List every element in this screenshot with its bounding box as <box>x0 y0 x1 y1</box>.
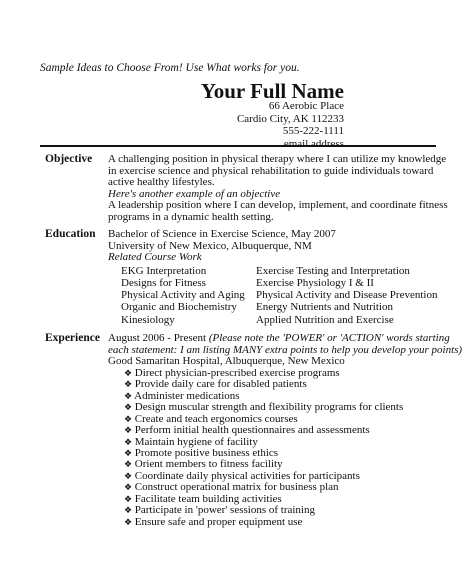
full-name-heading: Your Full Name <box>200 79 344 103</box>
power-words-note: (Please note the 'POWER' or 'ACTION' words starting <box>208 332 450 344</box>
diamond-bullet-icon: ❖ <box>124 470 133 481</box>
address-line: 66 Aerobic Place <box>268 100 344 112</box>
duty-text: Participate in 'power' sessions of training <box>134 504 315 517</box>
course-item: Kinesiology <box>121 313 175 326</box>
diamond-bullet-icon: ❖ <box>124 402 133 413</box>
duty-text: Ensure safe and proper equipment use <box>134 515 303 528</box>
objective-example-note: Here's another example of an objective <box>108 187 281 200</box>
city-line: Cardio City, AK 112233 <box>236 112 344 125</box>
intro-note: Sample Ideas to Choose From! Use What works for you. <box>40 62 300 74</box>
employer-line: Good Samaritan Hospital, Albuquerque, New Mexico <box>108 355 345 368</box>
email-line: email address <box>283 137 344 150</box>
duty-text: Design muscular strength and flexibility programs for clients <box>134 401 404 414</box>
duty-text: Orient members to fitness facility <box>134 458 283 471</box>
diamond-bullet-icon: ❖ <box>124 493 133 504</box>
objective-section <box>108 154 448 224</box>
objective-label: Objective <box>45 153 93 165</box>
experience-label: Experience <box>45 332 100 344</box>
job-dates: August 2006 - Present <box>108 332 207 344</box>
coursework-list <box>121 265 448 326</box>
diamond-bullet-icon: ❖ <box>124 413 133 424</box>
list-item <box>124 517 448 528</box>
coursework-heading: Related Course Work <box>108 251 202 264</box>
diamond-bullet-icon: ❖ <box>124 425 133 436</box>
objective-text-1: A challenging position in physical therapy where I can utilize my knowledge in exercise science and physical rehabilitation to guide individuals toward active healthy lifestyles. <box>108 153 447 189</box>
duty-text: Coordinate daily physical activities for participants <box>134 469 360 482</box>
course-item: Organic and Biochemistry <box>121 301 237 314</box>
course-item: Physical Activity and Disease Prevention <box>256 289 438 302</box>
course-item: Applied Nutrition and Exercise <box>256 313 394 326</box>
course-item: EKG Interpretation <box>121 264 207 277</box>
duties-list <box>108 368 448 528</box>
course-item: Physical Activity and Aging <box>121 289 245 302</box>
education-section <box>108 229 448 326</box>
power-words-note-cont: each statement: I am listing MANY extra points to help you develop your points) <box>108 343 463 356</box>
phone-line: 555-222-1111 <box>282 125 344 138</box>
diamond-bullet-icon: ❖ <box>124 390 133 401</box>
duty-text: Provide daily care for disabled patients <box>134 378 307 391</box>
diamond-bullet-icon: ❖ <box>124 459 133 470</box>
diamond-bullet-icon: ❖ <box>124 447 133 458</box>
duty-text: Facilitate team building activities <box>134 492 282 505</box>
duty-text: Direct physician-prescribed exercise programs <box>134 366 340 379</box>
course-item: Exercise Physiology I & II <box>256 276 374 289</box>
duty-text: Maintain hygiene of facility <box>134 435 258 448</box>
degree-line: Bachelor of Science in Exercise Science, May 2007 <box>108 228 336 240</box>
duty-text: Construct operational matrix for business plan <box>134 481 339 494</box>
header-divider <box>40 145 436 147</box>
school-line: University of New Mexico, Albuquerque, NM <box>108 239 312 252</box>
diamond-bullet-icon: ❖ <box>124 367 133 378</box>
experience-section <box>108 332 463 528</box>
contact-block <box>237 100 344 150</box>
duty-text: Perform initial health questionnaires and assessments <box>134 424 370 437</box>
education-label: Education <box>45 228 96 240</box>
diamond-bullet-icon: ❖ <box>124 379 133 390</box>
duty-text: Promote positive business ethics <box>134 446 279 459</box>
duty-text: Administer medications <box>134 389 240 402</box>
diamond-bullet-icon: ❖ <box>124 436 133 447</box>
diamond-bullet-icon: ❖ <box>124 505 133 516</box>
course-item: Designs for Fitness <box>121 276 206 289</box>
diamond-bullet-icon: ❖ <box>124 516 133 527</box>
job-dates-line <box>108 333 448 345</box>
diamond-bullet-icon: ❖ <box>124 482 133 493</box>
objective-text-2: A leadership position where I can develop, implement, and coordinate fitness programs in a dynamic health setting. <box>108 199 448 223</box>
duty-text: Create and teach ergonomics courses <box>134 412 298 425</box>
course-item: Energy Nutrients and Nutrition <box>256 301 393 314</box>
course-item: Exercise Testing and Interpretation <box>256 264 410 277</box>
